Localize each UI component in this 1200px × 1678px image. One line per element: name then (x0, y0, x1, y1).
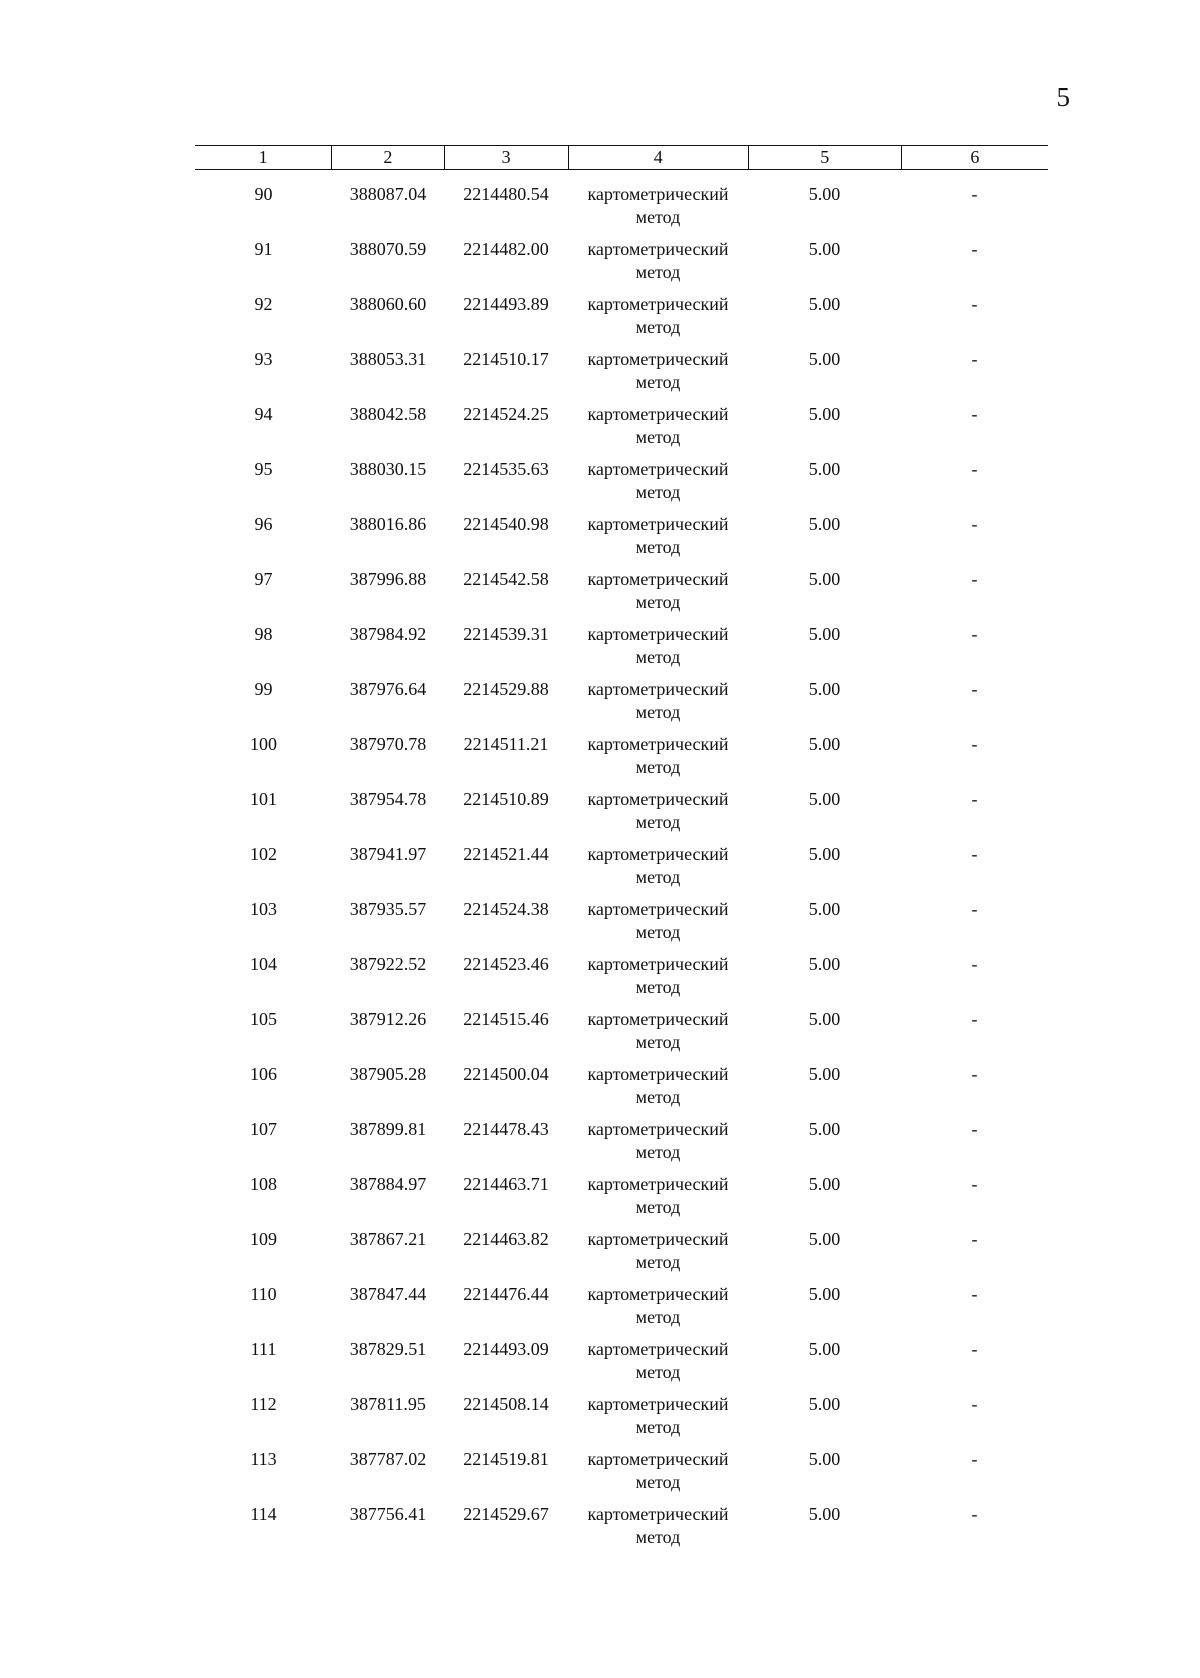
accuracy-cell: 5.00 (808, 569, 841, 589)
table-row (195, 1008, 1048, 1063)
method-cell (568, 1283, 748, 1338)
x-coordinate-cell: 388087.04 (349, 184, 427, 204)
method-cell (568, 1338, 748, 1393)
accuracy-cell: 5.00 (808, 1339, 841, 1359)
x-coordinate-cell: 388060.60 (349, 294, 427, 314)
note-cell: - (971, 1119, 978, 1139)
method-line-1: картометрический (587, 239, 729, 259)
method-cell (568, 403, 748, 458)
method-line-1: картометрический (587, 1119, 729, 1139)
method-line-1: картометрический (587, 789, 729, 809)
x-coordinate-cell: 387884.97 (349, 1174, 427, 1194)
point-number-cell: 112 (250, 1394, 277, 1414)
table-row (195, 458, 1048, 513)
y-coordinate-cell: 2214511.21 (463, 734, 549, 754)
accuracy-cell: 5.00 (808, 1229, 841, 1249)
method-line-2: метод (635, 922, 681, 942)
point-number-cell: 111 (250, 1339, 277, 1359)
method-line-2: метод (635, 1087, 681, 1107)
method-cell (568, 953, 748, 1008)
method-line-1: картометрический (587, 1009, 729, 1029)
accuracy-cell: 5.00 (808, 404, 841, 424)
x-coordinate-cell: 387935.57 (349, 899, 427, 919)
method-line-1: картометрический (587, 184, 729, 204)
note-cell: - (971, 349, 978, 369)
method-line-1: картометрический (587, 1174, 729, 1194)
method-line-2: метод (635, 1032, 681, 1052)
accuracy-cell: 5.00 (808, 294, 841, 314)
point-number-cell: 109 (250, 1229, 277, 1249)
point-number-cell: 91 (254, 239, 273, 259)
x-coordinate-cell: 387954.78 (349, 789, 427, 809)
method-line-2: метод (635, 1307, 681, 1327)
point-number-cell: 107 (250, 1119, 277, 1139)
method-cell (568, 1173, 748, 1228)
method-line-2: метод (635, 977, 681, 997)
accuracy-cell: 5.00 (808, 1119, 841, 1139)
x-coordinate-cell: 388053.31 (349, 349, 427, 369)
method-line-1: картометрический (587, 954, 729, 974)
note-cell: - (971, 954, 978, 974)
method-cell (568, 348, 748, 403)
table-header (195, 145, 1048, 170)
method-line-1: картометрический (587, 844, 729, 864)
y-coordinate-cell: 2214510.17 (463, 349, 549, 369)
point-number-cell: 108 (250, 1174, 277, 1194)
y-coordinate-cell: 2214480.54 (463, 184, 549, 204)
point-number-cell: 100 (250, 734, 277, 754)
method-line-2: метод (635, 537, 681, 557)
x-coordinate-cell: 387867.21 (349, 1229, 427, 1249)
y-coordinate-cell: 2214493.09 (463, 1339, 549, 1359)
method-line-1: картометрический (587, 569, 729, 589)
method-cell (568, 1008, 748, 1063)
y-coordinate-cell: 2214493.89 (463, 294, 549, 314)
point-number-cell: 94 (254, 404, 273, 424)
method-cell (568, 843, 748, 898)
method-line-2: метод (635, 702, 681, 722)
method-cell (568, 623, 748, 678)
point-number-cell: 103 (250, 899, 277, 919)
note-cell: - (971, 514, 978, 534)
method-cell (568, 678, 748, 733)
point-number-cell: 93 (254, 349, 273, 369)
note-cell: - (971, 184, 978, 204)
method-cell (568, 1448, 748, 1503)
x-coordinate-cell: 388070.59 (349, 239, 427, 259)
point-number-cell: 113 (250, 1449, 277, 1469)
x-coordinate-cell: 387811.95 (350, 1394, 426, 1414)
note-cell: - (971, 844, 978, 864)
y-coordinate-cell: 2214523.46 (463, 954, 549, 974)
table-row (195, 678, 1048, 733)
column-header-2: 2 (331, 146, 443, 169)
table-row (195, 348, 1048, 403)
method-line-1: картометрический (587, 679, 729, 699)
method-line-2: метод (635, 372, 681, 392)
point-number-cell: 101 (250, 789, 277, 809)
method-cell (568, 238, 748, 293)
method-line-1: картометрический (587, 1339, 729, 1359)
point-number-cell: 110 (250, 1284, 277, 1304)
table-row (195, 568, 1048, 623)
table-row (195, 623, 1048, 678)
note-cell: - (971, 1009, 978, 1029)
x-coordinate-cell: 387847.44 (349, 1284, 427, 1304)
x-coordinate-cell: 388030.15 (349, 459, 427, 479)
point-number-cell: 105 (250, 1009, 277, 1029)
accuracy-cell: 5.00 (808, 899, 841, 919)
accuracy-cell: 5.00 (808, 1284, 841, 1304)
accuracy-cell: 5.00 (808, 1504, 841, 1524)
method-line-1: картометрический (587, 1394, 729, 1414)
y-coordinate-cell: 2214519.81 (463, 1449, 549, 1469)
note-cell: - (971, 1174, 978, 1194)
table-row (195, 843, 1048, 898)
method-line-1: картометрический (587, 349, 729, 369)
method-line-1: картометрический (587, 404, 729, 424)
method-line-2: метод (635, 427, 681, 447)
accuracy-cell: 5.00 (808, 1009, 841, 1029)
table-row (195, 1338, 1048, 1393)
method-cell (568, 1503, 748, 1558)
method-line-2: метод (635, 317, 681, 337)
accuracy-cell: 5.00 (808, 514, 841, 534)
point-number-cell: 98 (254, 624, 273, 644)
coordinates-table (195, 145, 1048, 1558)
y-coordinate-cell: 2214540.98 (463, 514, 549, 534)
method-line-2: метод (635, 812, 681, 832)
table-row (195, 953, 1048, 1008)
y-coordinate-cell: 2214508.14 (463, 1394, 549, 1414)
accuracy-cell: 5.00 (808, 954, 841, 974)
method-cell (568, 1063, 748, 1118)
accuracy-cell: 5.00 (808, 1449, 841, 1469)
accuracy-cell: 5.00 (808, 1064, 841, 1084)
y-coordinate-cell: 2214521.44 (463, 844, 549, 864)
method-cell (568, 293, 748, 348)
method-line-1: картометрический (587, 624, 729, 644)
point-number-cell: 96 (254, 514, 273, 534)
method-cell (568, 788, 748, 843)
accuracy-cell: 5.00 (808, 734, 841, 754)
point-number-cell: 106 (250, 1064, 277, 1084)
method-cell (568, 1393, 748, 1448)
table-row (195, 1063, 1048, 1118)
table-row (195, 1503, 1048, 1558)
y-coordinate-cell: 2214524.38 (463, 899, 549, 919)
y-coordinate-cell: 2214478.43 (463, 1119, 549, 1139)
y-coordinate-cell: 2214539.31 (463, 624, 549, 644)
table-row (195, 513, 1048, 568)
method-line-2: метод (635, 647, 681, 667)
method-line-1: картометрический (587, 1284, 729, 1304)
table-row (195, 898, 1048, 953)
table-row (195, 1393, 1048, 1448)
accuracy-cell: 5.00 (808, 239, 841, 259)
table-row (195, 1228, 1048, 1283)
point-number-cell: 104 (250, 954, 277, 974)
note-cell: - (971, 569, 978, 589)
x-coordinate-cell: 387787.02 (349, 1449, 427, 1469)
table-row (195, 293, 1048, 348)
accuracy-cell: 5.00 (808, 459, 841, 479)
table-row (195, 788, 1048, 843)
column-header-1: 1 (258, 147, 268, 167)
method-cell (568, 513, 748, 568)
table-row (195, 1118, 1048, 1173)
y-coordinate-cell: 2214542.58 (463, 569, 549, 589)
note-cell: - (971, 734, 978, 754)
method-cell (568, 1228, 748, 1283)
note-cell: - (971, 899, 978, 919)
method-cell (568, 1118, 748, 1173)
method-line-2: метод (635, 1417, 681, 1437)
method-line-2: метод (635, 207, 681, 227)
point-number-cell: 97 (254, 569, 273, 589)
point-number-cell: 102 (250, 844, 277, 864)
point-number-cell: 95 (254, 459, 273, 479)
method-line-2: метод (635, 757, 681, 777)
table-row (195, 1283, 1048, 1338)
method-line-1: картометрический (587, 1064, 729, 1084)
accuracy-cell: 5.00 (808, 1174, 841, 1194)
method-line-2: метод (635, 1527, 681, 1547)
note-cell: - (971, 1064, 978, 1084)
x-coordinate-cell: 387912.26 (349, 1009, 427, 1029)
y-coordinate-cell: 2214524.25 (463, 404, 549, 424)
table-row (195, 403, 1048, 458)
y-coordinate-cell: 2214529.67 (463, 1504, 549, 1524)
accuracy-cell: 5.00 (808, 789, 841, 809)
method-line-2: метод (635, 262, 681, 282)
note-cell: - (971, 624, 978, 644)
x-coordinate-cell: 387941.97 (349, 844, 427, 864)
note-cell: - (971, 239, 978, 259)
method-cell (568, 568, 748, 623)
x-coordinate-cell: 387976.64 (349, 679, 427, 699)
note-cell: - (971, 1339, 978, 1359)
method-line-2: метод (635, 867, 681, 887)
note-cell: - (971, 679, 978, 699)
y-coordinate-cell: 2214535.63 (463, 459, 549, 479)
method-line-1: картометрический (587, 1229, 729, 1249)
method-line-2: метод (635, 1362, 681, 1382)
note-cell: - (971, 459, 978, 479)
x-coordinate-cell: 387829.51 (349, 1339, 427, 1359)
x-coordinate-cell: 387970.78 (349, 734, 427, 754)
y-coordinate-cell: 2214510.89 (463, 789, 549, 809)
accuracy-cell: 5.00 (808, 679, 841, 699)
note-cell: - (971, 789, 978, 809)
table-row (195, 1173, 1048, 1228)
y-coordinate-cell: 2214482.00 (463, 239, 549, 259)
method-line-2: метод (635, 592, 681, 612)
table-row (195, 733, 1048, 788)
x-coordinate-cell: 388042.58 (349, 404, 427, 424)
note-cell: - (971, 1284, 978, 1304)
method-line-2: метод (635, 1252, 681, 1272)
table-row (195, 183, 1048, 238)
x-coordinate-cell: 387996.88 (349, 569, 427, 589)
method-line-1: картометрический (587, 514, 729, 534)
method-line-2: метод (635, 1142, 681, 1162)
accuracy-cell: 5.00 (808, 184, 841, 204)
method-cell (568, 183, 748, 238)
method-line-2: метод (635, 1472, 681, 1492)
column-header-6: 6 (901, 146, 1048, 169)
method-line-1: картометрический (587, 1449, 729, 1469)
note-cell: - (971, 1449, 978, 1469)
method-line-1: картометрический (587, 1504, 729, 1524)
accuracy-cell: 5.00 (808, 1394, 841, 1414)
page-number: 5 (1056, 82, 1070, 112)
point-number-cell: 92 (254, 294, 273, 314)
x-coordinate-cell: 387756.41 (349, 1504, 427, 1524)
y-coordinate-cell: 2214500.04 (463, 1064, 549, 1084)
method-line-1: картометрический (587, 899, 729, 919)
table-body (195, 170, 1048, 1558)
column-header-3: 3 (444, 146, 568, 169)
accuracy-cell: 5.00 (808, 624, 841, 644)
accuracy-cell: 5.00 (808, 349, 841, 369)
x-coordinate-cell: 387922.52 (349, 954, 427, 974)
y-coordinate-cell: 2214463.82 (463, 1229, 549, 1249)
method-cell (568, 733, 748, 788)
y-coordinate-cell: 2214476.44 (463, 1284, 549, 1304)
table-row (195, 1448, 1048, 1503)
note-cell: - (971, 294, 978, 314)
table-row (195, 238, 1048, 293)
note-cell: - (971, 1394, 978, 1414)
y-coordinate-cell: 2214463.71 (463, 1174, 549, 1194)
note-cell: - (971, 1504, 978, 1524)
method-cell (568, 898, 748, 953)
point-number-cell: 90 (254, 184, 273, 204)
column-header-4: 4 (568, 146, 748, 169)
method-line-1: картометрический (587, 459, 729, 479)
method-line-1: картометрический (587, 734, 729, 754)
method-line-2: метод (635, 482, 681, 502)
point-number-cell: 114 (250, 1504, 277, 1524)
method-line-2: метод (635, 1197, 681, 1217)
y-coordinate-cell: 2214529.88 (463, 679, 549, 699)
x-coordinate-cell: 387984.92 (349, 624, 427, 644)
method-cell (568, 458, 748, 513)
point-number-cell: 99 (254, 679, 273, 699)
column-header-5: 5 (748, 146, 901, 169)
note-cell: - (971, 1229, 978, 1249)
x-coordinate-cell: 388016.86 (349, 514, 427, 534)
accuracy-cell: 5.00 (808, 844, 841, 864)
x-coordinate-cell: 387905.28 (349, 1064, 427, 1084)
method-line-1: картометрический (587, 294, 729, 314)
note-cell: - (971, 404, 978, 424)
y-coordinate-cell: 2214515.46 (463, 1009, 549, 1029)
x-coordinate-cell: 387899.81 (349, 1119, 427, 1139)
